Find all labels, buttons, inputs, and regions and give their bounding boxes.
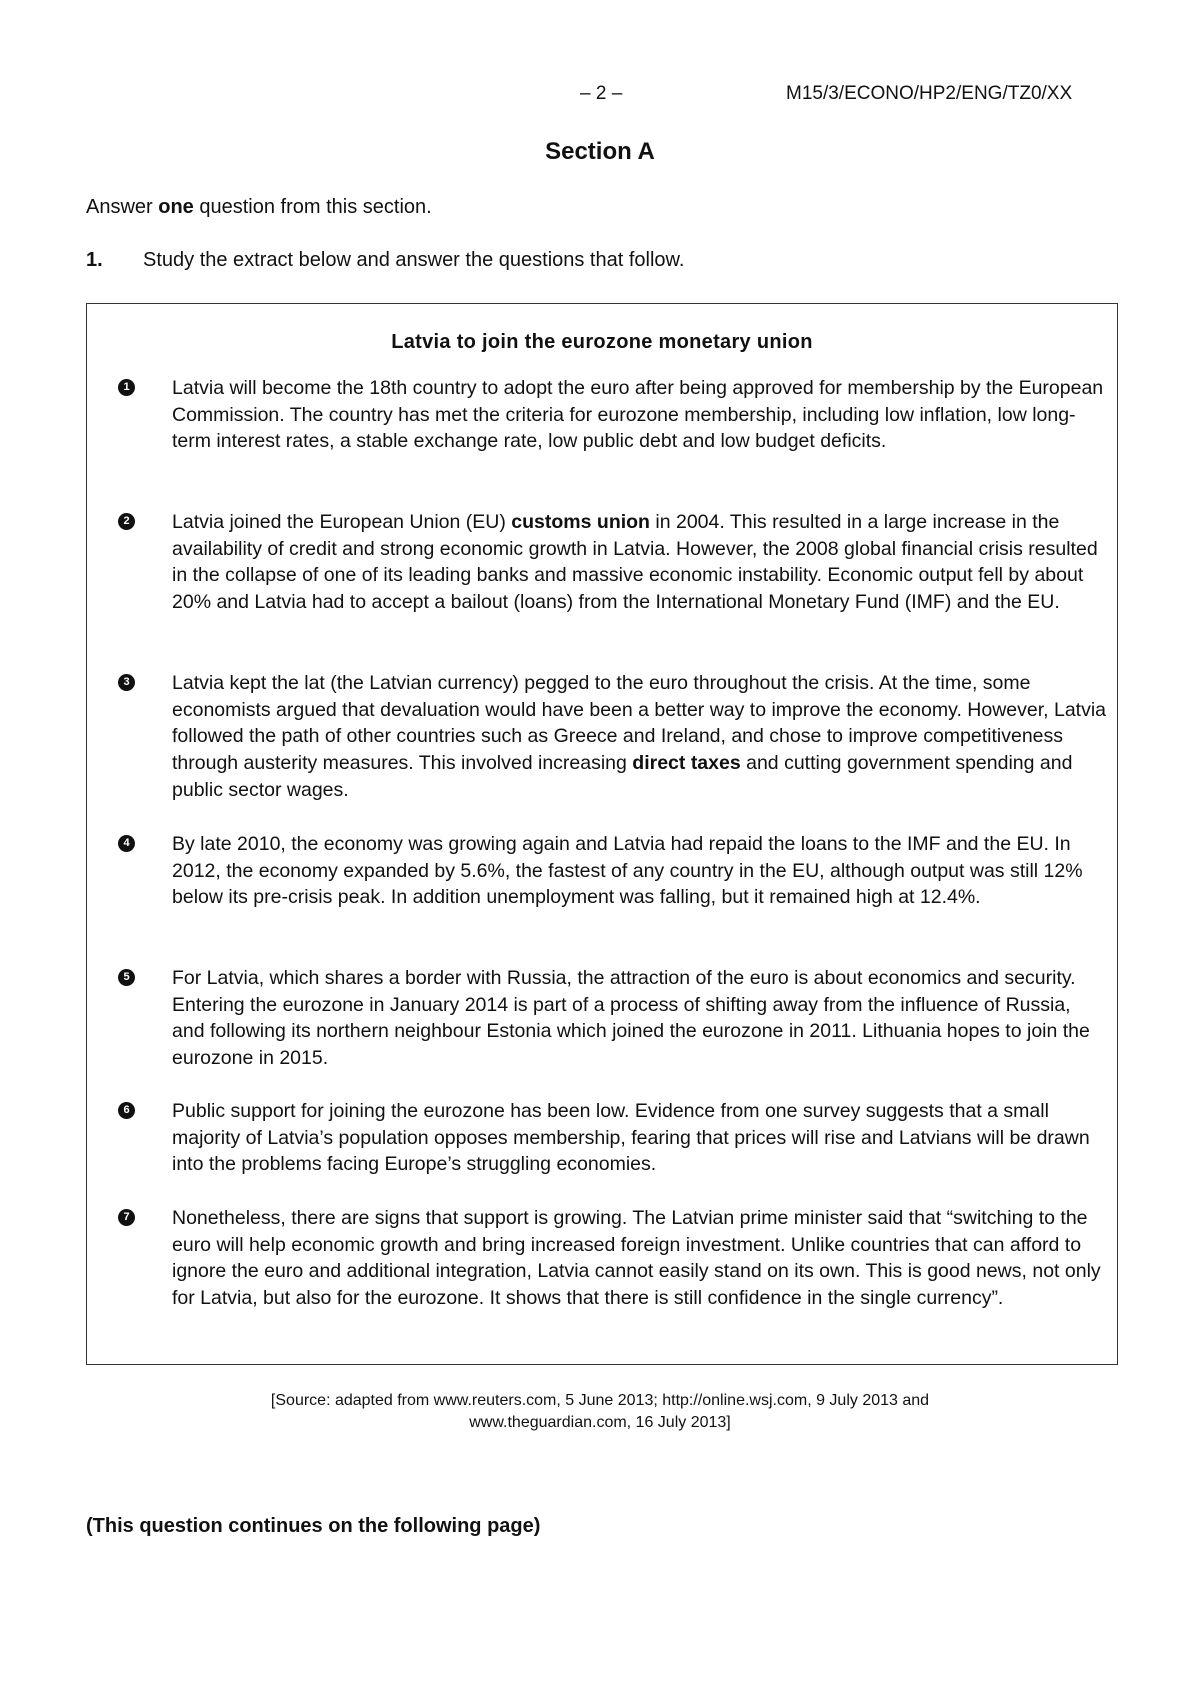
paragraph-bold-term: direct taxes — [632, 752, 741, 775]
paragraph-number-icon: 2 — [118, 513, 135, 530]
paragraph-number-icon: 4 — [118, 835, 135, 852]
paragraph-text — [172, 1098, 1107, 1178]
paragraph-text-part: Latvia will become the 18th country to adopt the euro after being approved for membership by the European Commission. The country has met the criteria for eurozone membership, including low inflation, low long-term interest rates, a stable exchange rate, low public debt and low budget deficits. — [172, 377, 1104, 453]
paragraph-text — [172, 965, 1107, 1072]
section-title: Section A — [545, 138, 655, 165]
question-prompt — [86, 249, 684, 272]
question-text: Study the extract below and answer the questions that follow. — [143, 249, 685, 271]
source-line-1: [Source: adapted from www.reuters.com, 5 June 2013; http://online.wsj.com, 9 July 2013 and — [270, 1392, 930, 1409]
extract-title: Latvia to join the eurozone monetary union — [391, 331, 813, 353]
paragraph-text — [172, 509, 1107, 616]
paragraph-number-icon: 6 — [118, 1102, 135, 1119]
continuation-note: (This question continues on the following page) — [86, 1515, 541, 1537]
instruction-prefix: Answer — [86, 196, 159, 218]
paragraph-text-part: Public support for joining the eurozone has been low. Evidence from one survey suggests that a small majority of Latvia’s population opposes membership, fearing that prices will rise and Latvians will be drawn into the problems facing Europe’s struggling economies. — [172, 1100, 1090, 1176]
paragraph-text-part: in 2004. This resulted in a large increase in the availability of credit and strong economic growth in Latvia. However, the 2008 global financial crisis resulted in the collapse of one of its leading banks and massive economic instability. Economic output fell by about 20% and Latvia had to accept a bailout (loans) from the International Monetary Fund (IMF) and the EU. — [172, 511, 1098, 614]
paragraph-text-part: Latvia joined the European Union (EU) — [172, 511, 512, 533]
paragraph-text — [172, 670, 1107, 804]
question-number: 1. — [86, 249, 103, 271]
extract-box — [86, 303, 1118, 1365]
paragraph-number-icon: 3 — [118, 674, 135, 691]
paragraph-text — [172, 375, 1107, 455]
paragraph-text-part: Latvia kept the lat (the Latvian currency) pegged to the euro throughout the crisis. At the time, some economists argued that devaluation would have been a better way to improve the economy. However, Latvia followed the path of other countries such as Greece and Ireland, and chose to improve competitiveness through austerity measures. This involved increasing — [172, 672, 1107, 775]
paragraph-text-part: and cutting government spending and public sector wages. — [172, 752, 1073, 801]
page-number: – 2 – — [580, 83, 623, 104]
paragraph-number-icon: 1 — [118, 379, 135, 396]
paragraph-number-icon: 7 — [118, 1209, 135, 1226]
paragraph-text-part: For Latvia, which shares a border with Russia, the attraction of the euro is about economics and security. Entering the eurozone in January 2014 is part of a process of shifting away from the influence of Russia, and following its northern neighbour Estonia which joined the eurozone in 2011. Lithuania hopes to join the eurozone in 2015. — [172, 967, 1090, 1070]
paragraph-text-part: Nonetheless, there are signs that support is growing. The Latvian prime minister said that “switching to the euro will help economic growth and bring increased foreign investment. Unlike countries that can afford to ignore the euro and additional integration, Latvia cannot easily stand on its own. This is good news, not only for Latvia, but also for the eurozone. It shows that there is still confidence in the single currency”. — [172, 1207, 1101, 1310]
instruction — [86, 196, 432, 219]
paragraph-text — [172, 831, 1107, 911]
source-line-2: www.theguardian.com, 16 July 2013] — [469, 1414, 731, 1431]
paragraph-number-icon: 5 — [118, 969, 135, 986]
paragraph-bold-term: customs union — [511, 511, 650, 533]
paragraph-text-part: By late 2010, the economy was growing again and Latvia had repaid the loans to the IMF and the EU. In 2012, the economy expanded by 5.6%, the fastest of any country in the EU, although output was still 12% below its pre-crisis peak. In addition unemployment was falling, but it remained high at 12.4%. — [172, 833, 1083, 909]
instruction-emphasis: one — [158, 196, 194, 218]
paragraph-text — [172, 1205, 1107, 1312]
source-citation — [0, 1390, 1200, 1434]
instruction-suffix: question from this section. — [193, 196, 432, 218]
paper-code: M15/3/ECONO/HP2/ENG/TZ0/XX — [786, 83, 1073, 104]
